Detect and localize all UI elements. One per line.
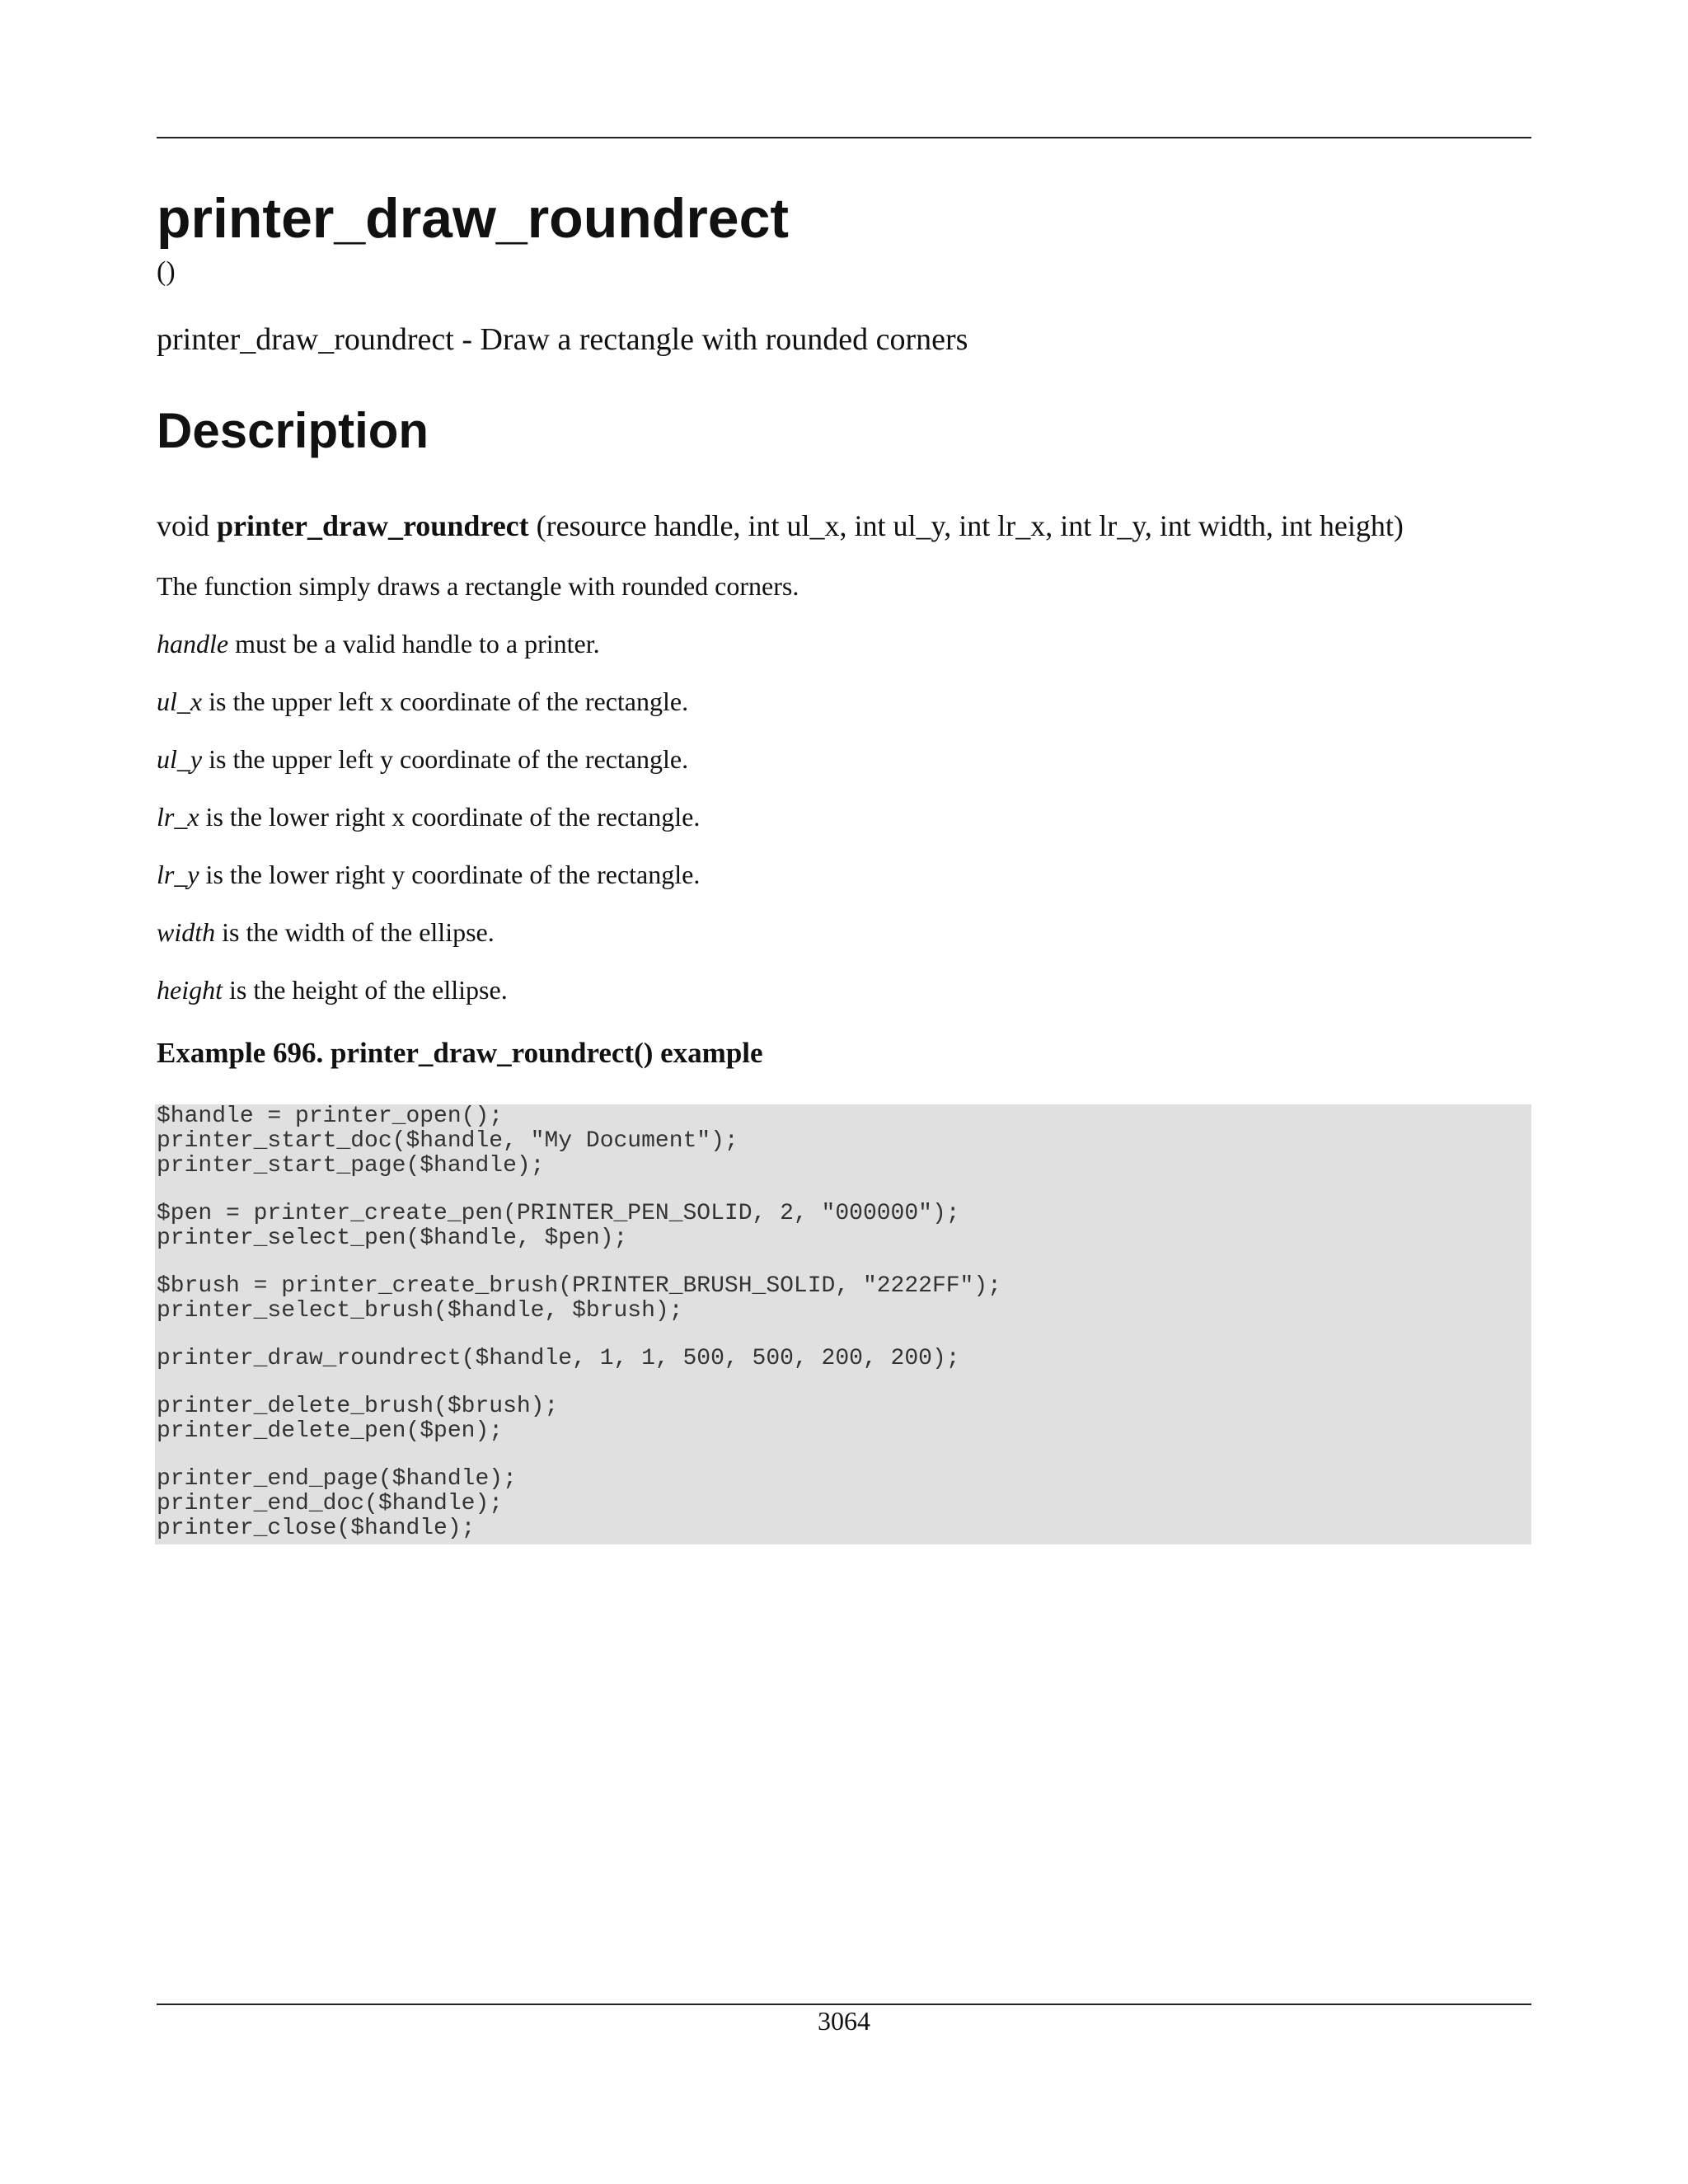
param-name: handle	[157, 629, 229, 658]
param-description	[157, 916, 495, 948]
function-synopsis	[157, 509, 1404, 544]
param-description	[157, 859, 700, 890]
function-signature: (resource handle, int ul_x, int ul_y, int lr_x, int lr_y, int width, int height)	[536, 509, 1404, 542]
code-line: printer_start_doc($handle, "My Document");	[157, 1128, 738, 1154]
param-name: lr_x	[157, 802, 199, 832]
description-heading: Description	[157, 403, 429, 458]
example-title: Example 696. printer_draw_roundrect() example	[157, 1037, 763, 1069]
param-description	[157, 743, 688, 775]
param-name: height	[157, 975, 223, 1005]
top-rule	[157, 137, 1531, 138]
code-block	[155, 1104, 1531, 1544]
param-text: is the upper left x coordinate of the rectangle.	[209, 687, 689, 716]
code-line: $pen = printer_create_pen(PRINTER_PEN_SOLID, 2, "000000");	[157, 1201, 960, 1226]
code-line: $handle = printer_open();	[157, 1104, 504, 1129]
title-parens: ()	[157, 256, 176, 287]
param-text: is the lower right x coordinate of the rectangle.	[205, 802, 701, 832]
code-line: $brush = printer_create_brush(PRINTER_BRUSH_SOLID, "2222FF");	[157, 1273, 1001, 1299]
param-text: is the upper left y coordinate of the rectangle.	[209, 744, 689, 774]
code-line: printer_end_page($handle);	[157, 1466, 517, 1492]
param-description	[157, 628, 600, 659]
code-line: printer_close($handle);	[157, 1516, 476, 1541]
return-type: void	[157, 509, 210, 542]
code-line: printer_delete_brush($brush);	[157, 1394, 559, 1419]
page-title: printer_draw_roundrect	[157, 187, 790, 250]
function-name: printer_draw_roundrect	[217, 509, 529, 542]
param-name: ul_x	[157, 687, 203, 716]
param-name: ul_y	[157, 744, 203, 774]
param-text: is the width of the ellipse.	[222, 917, 495, 947]
param-name: width	[157, 917, 216, 947]
page-number: 3064	[818, 2006, 870, 2036]
param-text: is the lower right y coordinate of the rectangle.	[205, 860, 701, 889]
param-name: lr_y	[157, 860, 199, 889]
param-description	[157, 686, 688, 717]
param-text: is the height of the ellipse.	[228, 975, 508, 1005]
param-description	[157, 801, 700, 832]
summary-text: The function simply draws a rectangle with rounded corners.	[157, 571, 799, 601]
refpurpose: printer_draw_roundrect - Draw a rectangle with rounded corners	[157, 322, 968, 357]
param-description	[157, 974, 508, 1005]
code-line: printer_select_pen($handle, $pen);	[157, 1226, 628, 1251]
code-line: printer_start_page($handle);	[157, 1153, 545, 1179]
code-line: printer_select_brush($handle, $brush);	[157, 1298, 683, 1324]
code-line: printer_draw_roundrect($handle, 1, 1, 500, 500, 200, 200);	[157, 1346, 960, 1371]
param-text: must be a valid handle to a printer.	[235, 629, 600, 658]
code-line: printer_end_doc($handle);	[157, 1491, 504, 1516]
code-line: printer_delete_pen($pen);	[157, 1418, 504, 1444]
